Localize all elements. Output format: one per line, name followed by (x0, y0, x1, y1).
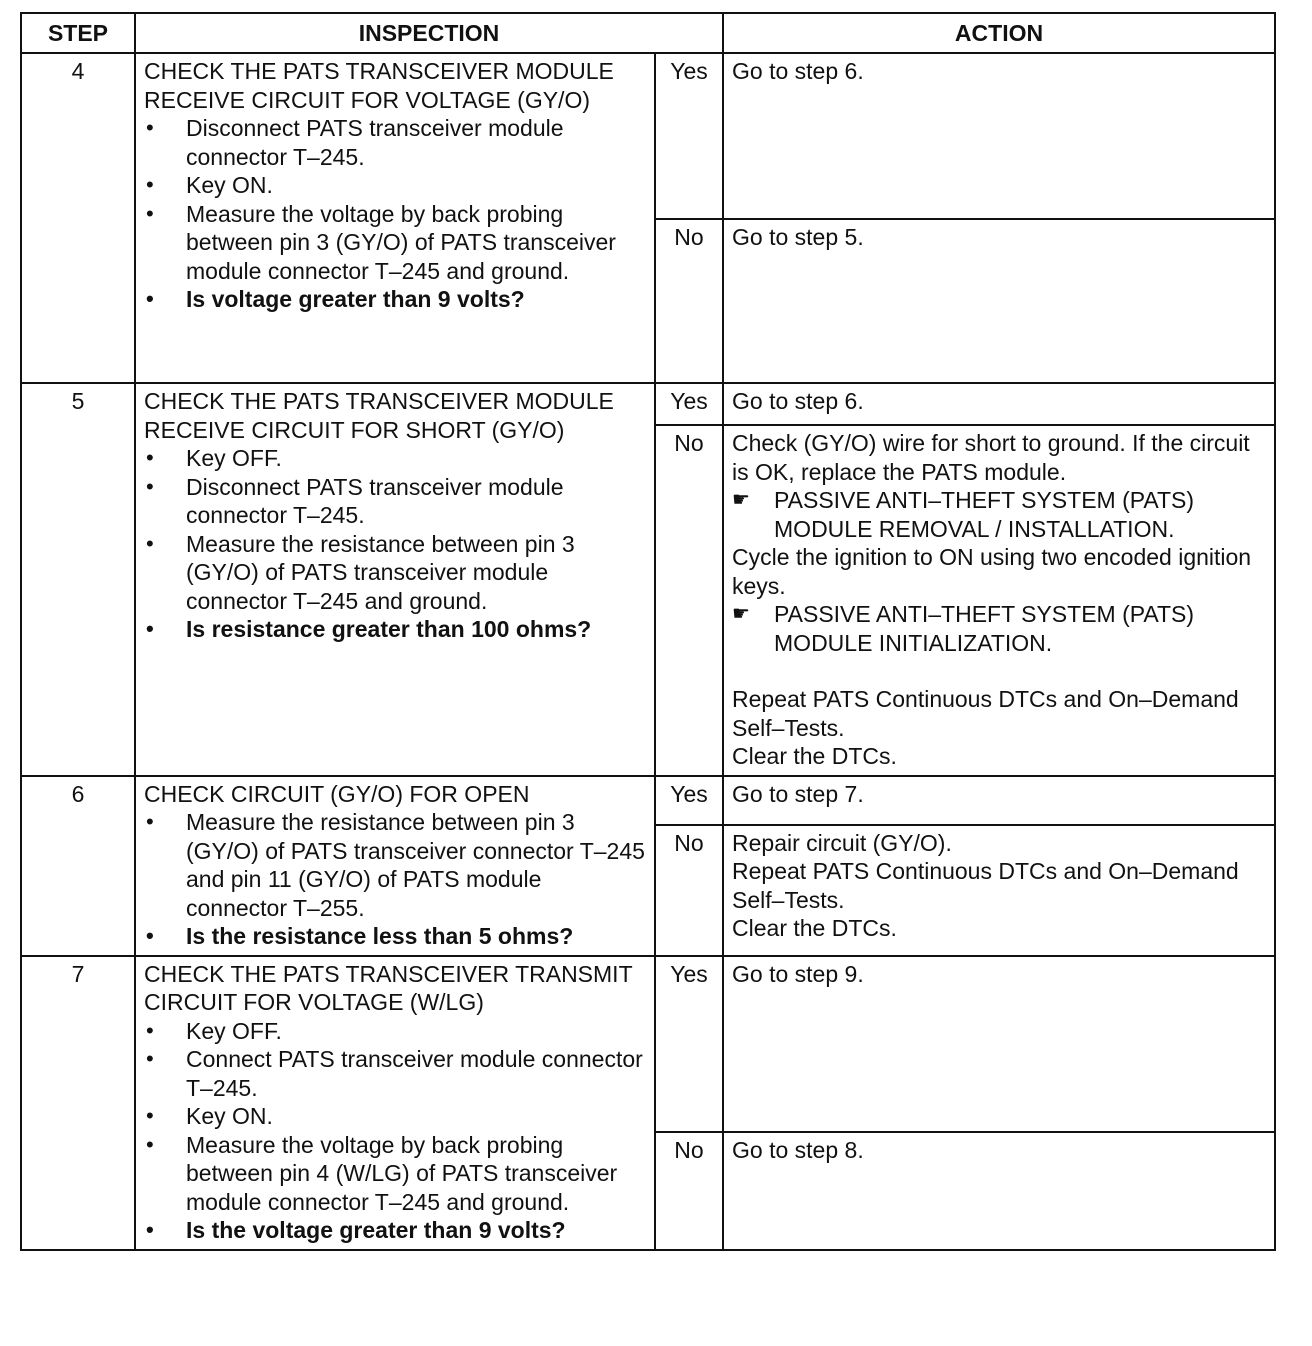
action-no: Go to step 5. (723, 219, 1275, 383)
action-text: Repair circuit (GY/O). (732, 829, 952, 856)
inspection-bullet: • Disconnect PATS transceiver module connector T–245. (144, 473, 646, 530)
inspection-bullet: • Measure the resistance between pin 3 (GY/O) of PATS transceiver connector T–245 and pin 11 (GY/O) of PATS module connector T–255. (144, 808, 646, 922)
step-inspection (135, 956, 655, 1250)
diagnostic-table (20, 12, 1276, 1251)
pointing-hand-icon: ☛ (732, 603, 750, 625)
action-text: Repeat PATS Continuous DTCs and On–Demand Self–Tests. (732, 858, 1239, 913)
inspection-bullet: • Measure the voltage by back probing between pin 3 (GY/O) of PATS transceiver module connector T–245 and ground. (144, 200, 646, 286)
answer-no: No (655, 825, 723, 956)
header-action: ACTION (723, 13, 1275, 53)
answer-no: No (655, 425, 723, 776)
inspection-bullet: • Key OFF. (144, 444, 646, 473)
inspection-title: CHECK THE PATS TRANSCEIVER MODULE RECEIVE CIRCUIT FOR SHORT (GY/O) (144, 388, 614, 443)
inspection-bullet: • Connect PATS transceiver module connector T–245. (144, 1045, 646, 1102)
reference-text: PASSIVE ANTI–THEFT SYSTEM (PATS) MODULE REMOVAL / INSTALLATION. (774, 487, 1195, 542)
inspection-bullet: • Measure the resistance between pin 3 (GY/O) of PATS transceiver module connector T–245 and ground. (144, 530, 646, 616)
inspection-title: CHECK CIRCUIT (GY/O) FOR OPEN (144, 780, 530, 807)
action-text: Check (GY/O) wire for short to ground. If the circuit is OK, replace the PATS module. (732, 430, 1250, 485)
reference-item (732, 486, 1266, 543)
step-5-yes-row (21, 383, 1275, 425)
inspection-question: • Is resistance greater than 100 ohms? (144, 615, 646, 644)
answer-no: No (655, 219, 723, 383)
inspection-bullets (144, 1017, 646, 1245)
inspection-bullet: • Key OFF. (144, 1017, 646, 1046)
inspection-bullet: • Key ON. (144, 171, 646, 200)
inspection-question: • Is the voltage greater than 9 volts? (144, 1216, 646, 1245)
header-row (21, 13, 1275, 53)
action-no (723, 425, 1275, 776)
inspection-bullet: • Key ON. (144, 1102, 646, 1131)
answer-yes: Yes (655, 53, 723, 219)
header-step: STEP (21, 13, 135, 53)
step-number: 7 (21, 956, 135, 1250)
step-4-yes-row (21, 53, 1275, 219)
answer-yes: Yes (655, 776, 723, 825)
reference-item (732, 600, 1266, 657)
inspection-bullet: • Disconnect PATS transceiver module connector T–245. (144, 114, 646, 171)
action-no: Go to step 8. (723, 1132, 1275, 1250)
action-yes: Go to step 7. (723, 776, 1275, 825)
reference-text: PASSIVE ANTI–THEFT SYSTEM (PATS) MODULE INITIALIZATION. (774, 601, 1195, 656)
action-text: Clear the DTCs. (732, 915, 897, 941)
step-number: 5 (21, 383, 135, 776)
inspection-bullet: • Measure the voltage by back probing between pin 4 (W/LG) of PATS transceiver module connector T–245 and ground. (144, 1131, 646, 1217)
diagnostic-table-page (20, 12, 1274, 1251)
action-yes: Go to step 6. (723, 53, 1275, 219)
answer-yes: Yes (655, 383, 723, 425)
spacer (732, 657, 1266, 685)
step-number: 6 (21, 776, 135, 956)
step-inspection (135, 383, 655, 776)
inspection-title: CHECK THE PATS TRANSCEIVER MODULE RECEIVE CIRCUIT FOR VOLTAGE (GY/O) (144, 58, 614, 113)
inspection-title: CHECK THE PATS TRANSCEIVER TRANSMIT CIRCUIT FOR VOLTAGE (W/LG) (144, 960, 633, 1015)
action-text: Cycle the ignition to ON using two encoded ignition keys. (732, 544, 1252, 599)
inspection-bullets (144, 444, 646, 644)
action-text: Repeat PATS Continuous DTCs and On–Demand Self–Tests. (732, 686, 1239, 741)
header-inspection: INSPECTION (135, 13, 723, 53)
step-inspection (135, 776, 655, 956)
action-yes: Go to step 9. (723, 956, 1275, 1132)
step-number: 4 (21, 53, 135, 383)
step-6-yes-row (21, 776, 1275, 825)
inspection-question: • Is voltage greater than 9 volts? (144, 285, 646, 314)
inspection-bullets (144, 808, 646, 951)
action-yes: Go to step 6. (723, 383, 1275, 425)
action-no (723, 825, 1275, 956)
step-7-yes-row (21, 956, 1275, 1132)
pointing-hand-icon: ☛ (732, 489, 750, 511)
action-text: Clear the DTCs. (732, 743, 897, 769)
inspection-bullets (144, 114, 646, 314)
answer-yes: Yes (655, 956, 723, 1132)
inspection-question: • Is the resistance less than 5 ohms? (144, 922, 646, 951)
answer-no: No (655, 1132, 723, 1250)
step-inspection (135, 53, 655, 383)
